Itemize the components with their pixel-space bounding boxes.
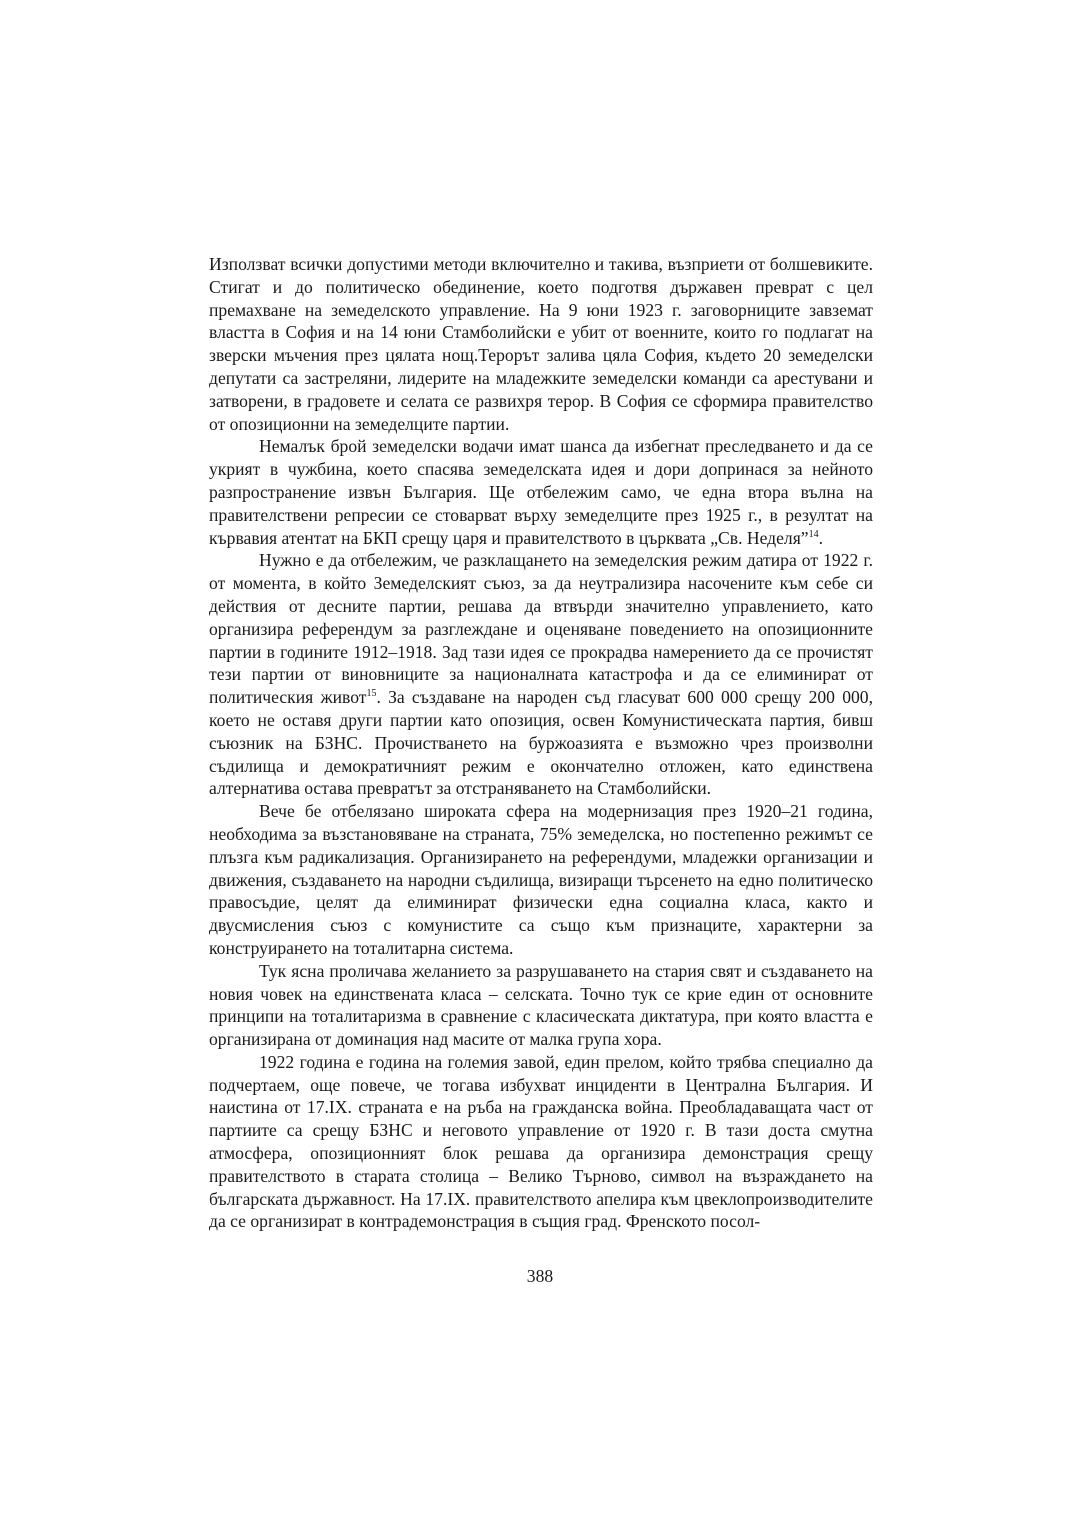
footnote-ref-15[interactable]: 15 <box>366 688 377 700</box>
page-number: 388 <box>526 1266 554 1286</box>
paragraph-1: Използват всички допустими методи включително и такива, възприети от болшевиките. Стигат и до политическо обединение, което подготвя държавен преврат с цел премахване на земеделското управление. На 9 юни 1923 г. заговорниците завземат властта в София и на 14 юни Стамболийски е убит от военните, които го подлагат на зверски мъчения през цялата нощ.Терорът залива цяла София, където 20 земеделски депутати са застреляни, лидерите на младежките земеделски команди са арестувани и затворени, в градовете и селата се развихря терор. В София се сформира правителство от опозиционни на земеделците партии. <box>209 254 873 434</box>
paragraph-5: Тук ясна проличава желанието за разрушаването на стария свят и създаването на новия човек на единствената класа – селската. Точно тук се крие един от основните принципи на тоталитаризма в сравнение с класическата диктатура, при която властта е организирана от доминация над масите от малка група хора. <box>209 960 873 1050</box>
paragraph-2 <box>209 435 873 549</box>
paragraph-3-text-end: . За създаване на народен съд гласуват 600 000 срещу 200 000, което не оставя други партии като опозиция, освен Комунистическата партия, бивш съюзник на БЗНС. Прочистването на буржоазията е възможно чрез произволни съдилища и демократичният режим е окончателно отложен, като единствена алтернатива остава превратът за отстраняването на Стамболийски. <box>209 687 873 799</box>
body-text <box>209 253 873 1233</box>
paragraph-3-text: Нужно е да отбележим, че разклащането на земеделския режим датира от 1922 г. от момента, в който Земеделският съюз, за да неутрализира насочените към себе си действия от десните партии, решава да втвърди значително управлението, като организира референдум за разглеждане и оценяване поведението на опозиционните партии в годините 1912–1918. Зад тази идея се прокрадва намерението да се прочистят тези партии от виновниците за националната катастрофа и да се елиминират от политическия живот <box>209 550 873 708</box>
paragraph-2-text-end: . <box>818 527 824 548</box>
paragraph-6: 1922 година е година на големия завой, един прелом, който трябва специално да подчертаем, още повече, че тогава избухват инциденти в Централна България. И наистина от 17.IX. страната е на ръба на гражданска война. Преобладаващата част от партиите са срещу БЗНС и неговото управление от 1920 г. В тази доста смутна атмосфера, опозиционният блок решава да организира демонстрация срещу правителството в старата столица – Велико Търново, символ на възраждането на българската държавност. На 17.IX. правителството апелира към цвеклопроизводителите да се организират в контрадемонстрация в същия град. Френското посол- <box>209 1051 873 1232</box>
paragraph-2-text: Немалък брой земеделски водачи имат шанса да избегнат преследването и да се укрият в чужбина, което спасява земеделската идея и дори допринася за нейното разпространение извън България. Ще отбележим само, че една втора вълна на правителствени репресии се стоварват върху земеделците през 1925 г., в резултат на кървавия атентат на БКП срещу царя и правителството в църквата „Св. Неделя” <box>209 436 873 548</box>
paragraph-3 <box>209 549 873 800</box>
paragraph-4: Вече бе отбелязано широката сфера на модернизация през 1920–21 година, необходима за възстановяване на страната, 75% земеделска, но постепенно режимът се плъзга към радикализация. Организирането на референдуми, младежки организации и движения, създаването на народни съдилища, визиращи търсенето на едно политическо правосъдие, целят да елиминират физически една социална класа, както и двусмисления съюз с комунистите са също към признаците, характерни за конструирането на тоталитарна система. <box>209 801 873 958</box>
footnote-ref-14[interactable]: 14 <box>808 528 819 540</box>
